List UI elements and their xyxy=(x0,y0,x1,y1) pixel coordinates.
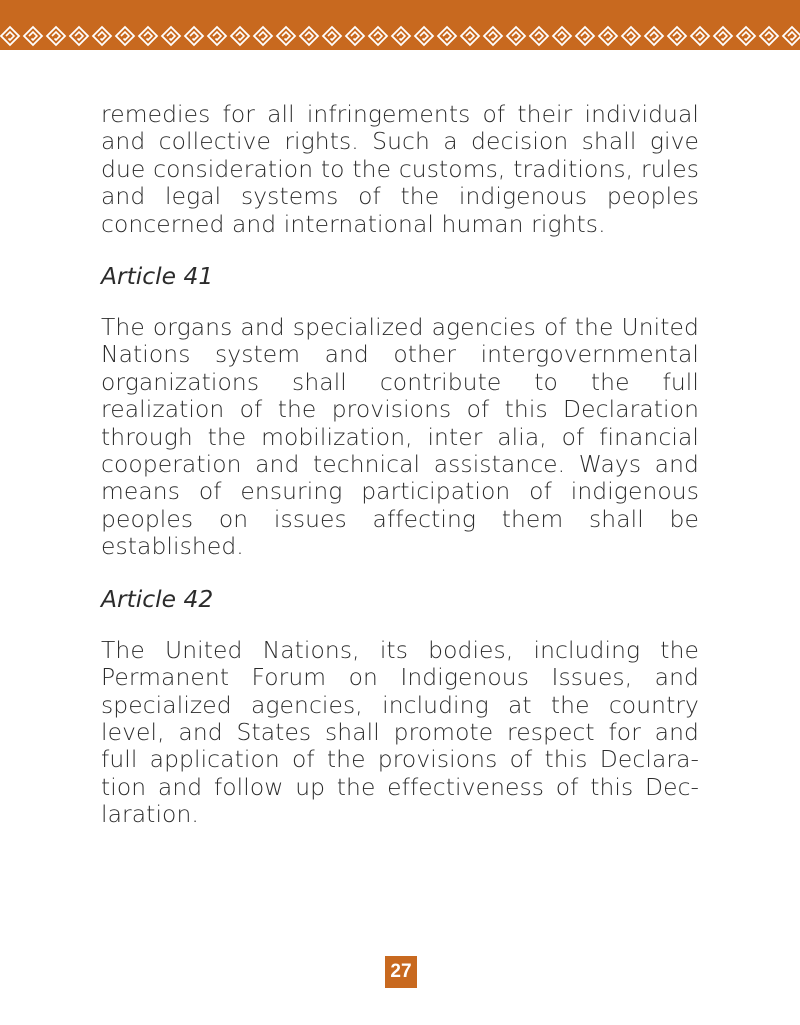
article-42-text: The United Nations, its bodies, including the Permanent Forum on Indigenous Issues, and specialized agencies, including at the country level, and States shall promote respect for and full application of the provisions of this Declaration and follow up the effectiveness of this Declaration. xyxy=(101,635,699,829)
spiral-glyph xyxy=(622,27,640,45)
spiral-glyph xyxy=(484,27,502,45)
spiral-glyph xyxy=(116,27,134,45)
spiral-glyph xyxy=(392,27,410,45)
spiral-glyph xyxy=(24,27,42,45)
spiral-glyph xyxy=(369,27,387,45)
spiral-glyph xyxy=(47,27,65,45)
article-42-heading: Article 42 xyxy=(101,584,214,613)
spiral-glyph xyxy=(277,27,295,45)
spiral-glyph xyxy=(691,27,709,45)
spiral-glyph xyxy=(300,27,318,45)
spiral-glyph xyxy=(783,27,800,45)
spiral-glyph xyxy=(553,27,571,45)
spiral-border-motif xyxy=(0,0,800,50)
spiral-glyph xyxy=(139,27,157,45)
article-41-heading: Article 41 xyxy=(101,262,214,291)
spiral-glyph xyxy=(668,27,686,45)
article-41-text: The organs and specialized agencies of the United Nations system and other intergovernmental organizations shall contribute to the full realization of the provisions of this Declaration through the mobilization, inter alia, of financial cooperation and technical assistance. Ways and means of ensuring participation of indigenous peoples on issues affecting them shall be established. xyxy=(101,313,699,561)
spiral-glyph xyxy=(760,27,778,45)
spiral-glyph xyxy=(323,27,341,45)
spiral-glyph xyxy=(93,27,111,45)
spiral-glyph xyxy=(208,27,226,45)
spiral-glyph xyxy=(438,27,456,45)
spiral-glyph xyxy=(162,27,180,45)
decorative-header-band xyxy=(0,0,800,50)
spiral-glyph xyxy=(346,27,364,45)
continued-paragraph: remedies for all infringements of their individual and collective rights. Such a decision shall give due consideration to the customs, traditions, rules and legal systems of the indigenous peoples concerned and international human rights. xyxy=(101,100,699,238)
spiral-glyph xyxy=(645,27,663,45)
spiral-glyph xyxy=(599,27,617,45)
spiral-glyph xyxy=(70,27,88,45)
spiral-glyph xyxy=(231,27,249,45)
spiral-glyph xyxy=(714,27,732,45)
spiral-glyph xyxy=(576,27,594,45)
spiral-glyph xyxy=(185,27,203,45)
spiral-glyph xyxy=(415,27,433,45)
spiral-glyph xyxy=(461,27,479,45)
spiral-glyph xyxy=(507,27,525,45)
page-number-badge: 27 xyxy=(385,956,417,988)
spiral-glyph xyxy=(530,27,548,45)
document-body xyxy=(101,101,699,829)
spiral-glyph xyxy=(737,27,755,45)
spiral-glyph xyxy=(254,27,272,45)
spiral-glyph xyxy=(1,27,19,45)
